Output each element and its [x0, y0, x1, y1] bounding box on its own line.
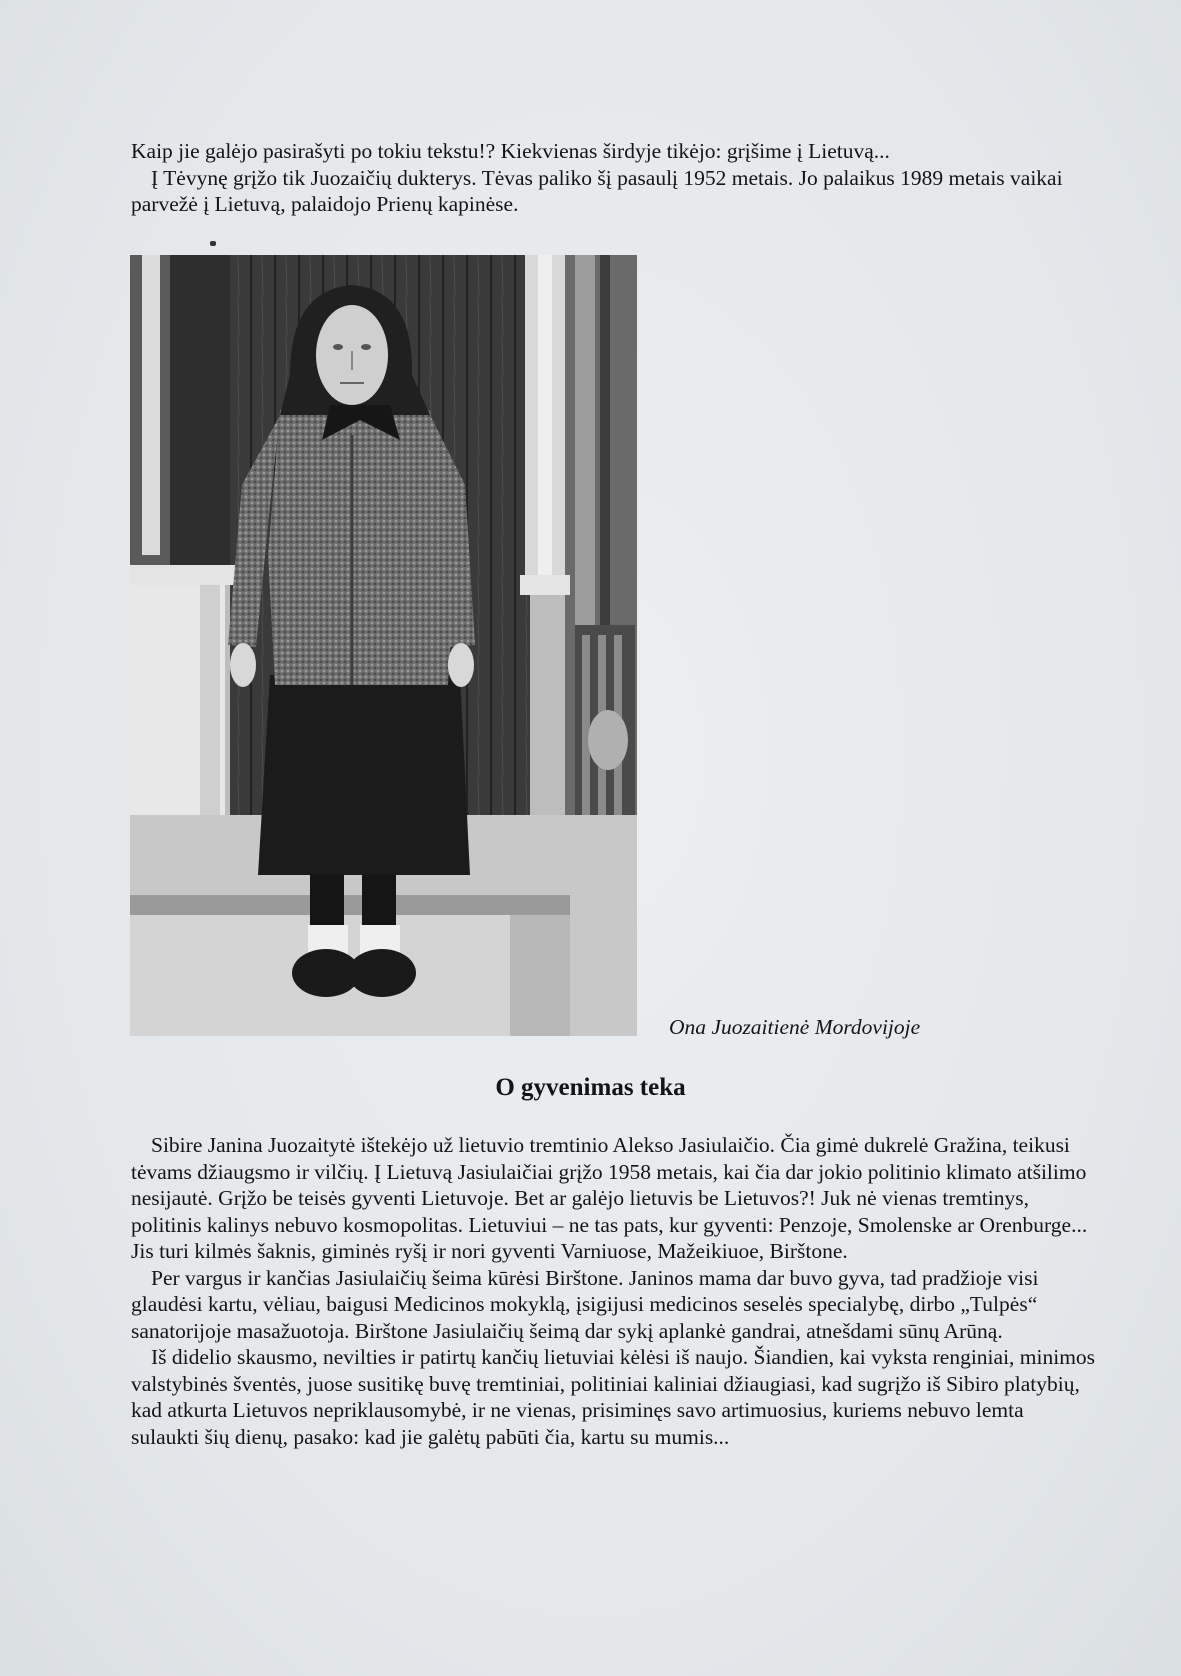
body-paragraph: Per vargus ir kančias Jasiulaičių šeima kūrėsi Birštone. Janinos mama dar buvo gyva, tad pradžioje visi glaudėsi kartu, vėliau, baigusi Medicinos mokyklą, įsigijusi medicinos seselės specialybę, dirbo „Tulpės“ sanatorijoje masažuotoja. Birštone Jasiulaičių šeimą dar sykį aplankė gandrai, atnešdami sūnų Arūną.: [131, 1265, 1039, 1343]
body-paragraph: Sibire Janina Juozaitytė ištekėjo už lietuvio tremtinio Alekso Jasiulaičio. Čia gimė dukrelė Gražina, teikusi tėvams džiaugsmo ir vilčių. Į Lietuvą Jasiulaičiai grįžo 1958 metais, kai čia dar jokio politinio klimato atšilimo nesijautė. Grįžo be teisės gyventi Lietuvoje. Bet ar galėjo lietuvis be Lietuvos?! Juk nė vienas tremtinys, politinis kalinys nebuvo kosmopolitas. Lietuviui – ne tas pats, kur gyventi: Penzoje, Smolenske ar Orenburge... Jis turi kilmės šaknis, giminės ryšį ir nori gyventi Varniuose, Mažeikiuoe, Birštone.: [131, 1133, 1088, 1263]
portrait-photo: [130, 255, 637, 1036]
intro-paragraph: Kaip jie galėjo pasirašyti po tokiu tekstu!? Kiekvienas širdyje tikėjo: grįšime į Lietuvą...: [131, 139, 890, 163]
intro-text: [131, 138, 1097, 218]
photo-caption: Ona Juozaitienė Mordovijoje: [669, 1015, 921, 1039]
intro-paragraph: Į Tėvynę grįžo tik Juozaičių dukterys. Tėvas paliko šį pasaulį 1952 metais. Jo palaikus 1989 metais vaikai parvežė į Lietuvą, palaidojo Prienų kapinėse.: [131, 165, 1063, 216]
print-speck: [210, 241, 216, 246]
portrait-photo-drawing: [130, 255, 637, 1036]
section-heading: O gyvenimas teka: [495, 1074, 686, 1101]
body-paragraph: Iš didelio skausmo, nevilties ir patirtų kančių lietuviai kėlėsi iš naujo. Šiandien, kai vyksta renginiai, minimos valstybinės šventės, juose susitikę buvę tremtiniai, politiniai kaliniai džiaugiasi, kad sugrįžo iš Sibiro platybių, kad atkurta Lietuvos nepriklausomybė, ir ne vienas, prisiminęs savo artimuosius, kuriems nebuvo lemta sulaukti šių dienų, pasako: kad jie galėtų pabūti čia, kartu su mumis...: [131, 1345, 1096, 1449]
section-text: [131, 1132, 1097, 1450]
